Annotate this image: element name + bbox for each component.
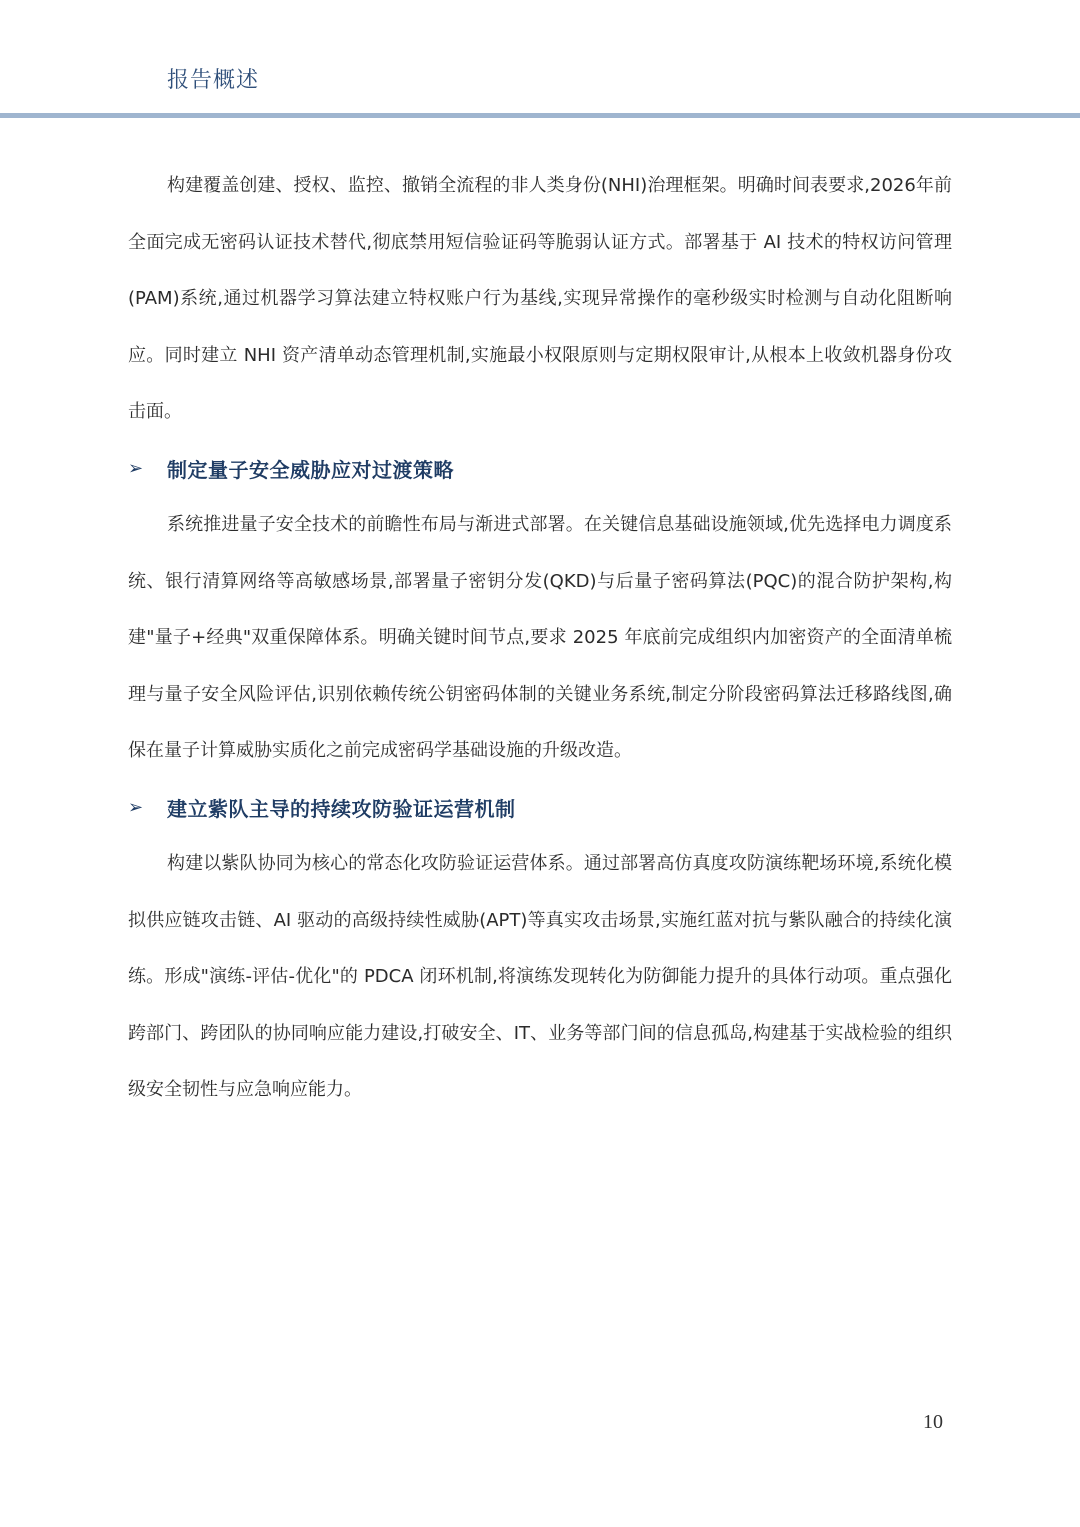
arrow-bullet-icon: ➢ — [128, 457, 144, 479]
section-paragraph-purple-team: 构建以紫队协同为核心的常态化攻防验证运营体系。通过部署高仿真度攻防演练靶场环境,系统化模拟供应链攻击链、AI 驱动的高级持续性威胁(APT)等真实攻击场景,实施红蓝对抗与紫队融合的持续化演练。形成"演练-评估-优化"的 PDCA 闭环机制,将演练发现转化为防御能力提升的具体行动项。重点强化跨部门、跨团队的协同响应能力建设,打破安全、IT、业务等部门间的信息孤岛,构建基于实战检验的组织级安全韧性与应急响应能力。 — [128, 852, 952, 1101]
main-content — [128, 158, 952, 1119]
arrow-bullet-icon: ➢ — [128, 796, 144, 818]
page-header-title: 报告概述 — [167, 68, 260, 93]
section-paragraph-quantum: 系统推进量子安全技术的前瞻性布局与渐进式部署。在关键信息基础设施领域,优先选择电力调度系统、银行清算网络等高敏感场景,部署量子密钥分发(QKD)与后量子密码算法(PQC)的混合防护架构,构建"量子+经典"双重保障体系。明确关键时间节点,要求 2025 年底前完成组织内加密资产的全面清单梳理与量子安全风险评估,识别依赖传统公钥密码体制的关键业务系统,制定分阶段密码算法迁移路线图,确保在量子计算威胁实质化之前完成密码学基础设施的升级改造。 — [128, 513, 952, 762]
page-number: 10 — [923, 1411, 943, 1433]
section-heading-text: 建立紫队主导的持续攻防验证运营机制 — [167, 797, 516, 822]
intro-paragraph: 构建覆盖创建、授权、监控、撤销全流程的非人类身份(NHI)治理框架。明确时间表要求,2026年前全面完成无密码认证技术替代,彻底禁用短信验证码等脆弱认证方式。部署基于 AI 技术的特权访问管理(PAM)系统,通过机器学习算法建立特权账户行为基线,实现异常操作的毫秒级实时检测与自动化阻断响应。同时建立 NHI 资产清单动态管理机制,实施最小权限原则与定期权限审计,从根本上收敛机器身份攻击面。 — [128, 175, 952, 423]
section-heading-purple-team — [128, 780, 952, 836]
header-divider — [0, 113, 1080, 118]
section-heading-text: 制定量子安全威胁应对过渡策略 — [167, 458, 454, 483]
section-heading-quantum — [128, 441, 952, 497]
